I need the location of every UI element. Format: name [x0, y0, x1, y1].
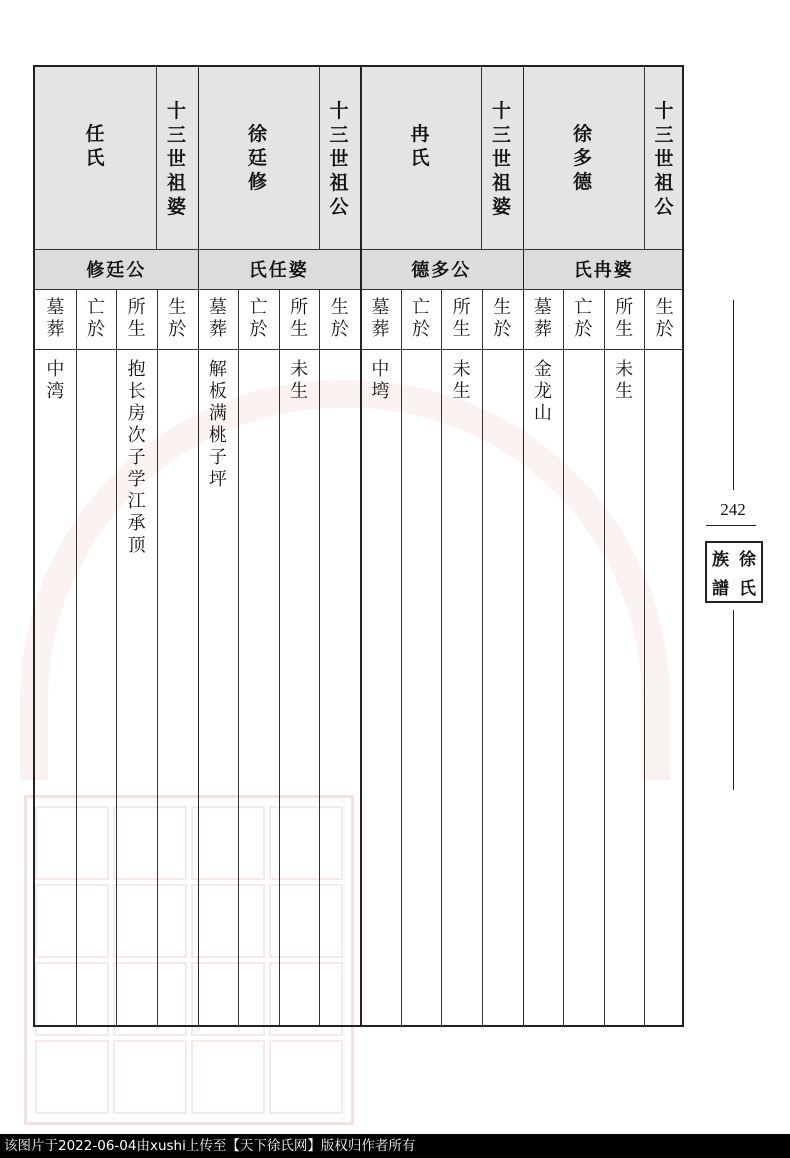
field-label: 生 於: [493, 297, 512, 340]
person-name: 徐 多 德: [572, 123, 592, 193]
field-label: 所 生: [452, 297, 471, 340]
logo-char: 徐: [739, 550, 756, 570]
block-divider: [198, 67, 200, 1025]
row-rule: [360, 249, 523, 250]
field-value: 未 生: [452, 359, 471, 402]
spouse-subtitle: 氏任婆: [248, 260, 309, 281]
header-divider: [644, 67, 645, 249]
block-divider: [360, 67, 362, 1025]
column-rule: [482, 289, 483, 1025]
field-label: 墓 葬: [533, 297, 552, 340]
field-value: 解 板 满 桃 子 坪: [208, 359, 227, 490]
field-value: 未 生: [615, 359, 634, 402]
field-label: 所 生: [290, 297, 309, 340]
person-block: [360, 67, 523, 1025]
column-rule: [319, 289, 320, 1025]
spouse-subtitle: 氏冉婆: [573, 260, 634, 281]
column-rule: [563, 289, 564, 1025]
field-label: 墓 葬: [371, 297, 390, 340]
header-divider: [319, 67, 320, 249]
field-label: 生 於: [330, 297, 349, 340]
row-rule: [35, 249, 198, 250]
field-value: 抱 长 房 次 子 学 江 承 顶: [127, 359, 146, 556]
field-value: 中 湾: [46, 359, 65, 402]
generation-label: 十 三 世 祖 婆: [491, 100, 511, 218]
field-label: 生 於: [655, 297, 674, 340]
logo-char: 譜: [712, 579, 729, 599]
field-value: 金 龙 山: [533, 359, 552, 424]
field-label: 所 生: [615, 297, 634, 340]
row-rule: [198, 249, 361, 250]
column-rule: [604, 289, 605, 1025]
spouse-subtitle: 修廷公: [86, 260, 147, 281]
genealogy-table: [33, 65, 684, 1027]
field-label: 生 於: [168, 297, 187, 340]
page-number-rule: [706, 525, 756, 526]
column-rule: [116, 289, 117, 1025]
field-label: 亡 於: [574, 297, 593, 340]
logo-char: 氏: [739, 579, 756, 599]
field-value: 未 生: [290, 359, 309, 402]
column-rule: [401, 289, 402, 1025]
column-rule: [279, 289, 280, 1025]
margin-rule-bottom: [733, 610, 734, 790]
person-block: [523, 67, 685, 1025]
genealogy-logo: [705, 541, 763, 603]
person-name: 徐 廷 修: [247, 123, 267, 193]
generation-label: 十 三 世 祖 婆: [166, 100, 186, 218]
column-rule: [157, 289, 158, 1025]
field-label: 亡 於: [411, 297, 430, 340]
header-divider: [156, 67, 157, 249]
column-rule: [238, 289, 239, 1025]
upload-footer: 该图片于2022-06-04由xushi上传至【天下徐氏网】版权归作者所有: [0, 1134, 790, 1158]
field-value: 中 塆: [371, 359, 390, 402]
field-label: 所 生: [127, 297, 146, 340]
field-label: 亡 於: [249, 297, 268, 340]
generation-label: 十 三 世 祖 公: [329, 100, 349, 218]
block-divider: [523, 67, 525, 1025]
page-number: 242: [720, 500, 746, 519]
column-rule: [441, 289, 442, 1025]
person-block: [35, 67, 198, 1025]
person-name: 任 氏: [85, 123, 105, 169]
field-label: 墓 葬: [208, 297, 227, 340]
header-divider: [481, 67, 482, 249]
field-label: 墓 葬: [46, 297, 65, 340]
column-rule: [644, 289, 645, 1025]
margin-rule-top: [733, 300, 734, 490]
generation-label: 十 三 世 祖 公: [654, 100, 674, 218]
field-label: 亡 於: [86, 297, 105, 340]
logo-char: 族: [712, 550, 729, 570]
person-block: [198, 67, 361, 1025]
person-name: 冉 氏: [410, 123, 430, 169]
row-rule: [523, 249, 685, 250]
column-rule: [76, 289, 77, 1025]
spouse-subtitle: 德多公: [411, 260, 472, 281]
